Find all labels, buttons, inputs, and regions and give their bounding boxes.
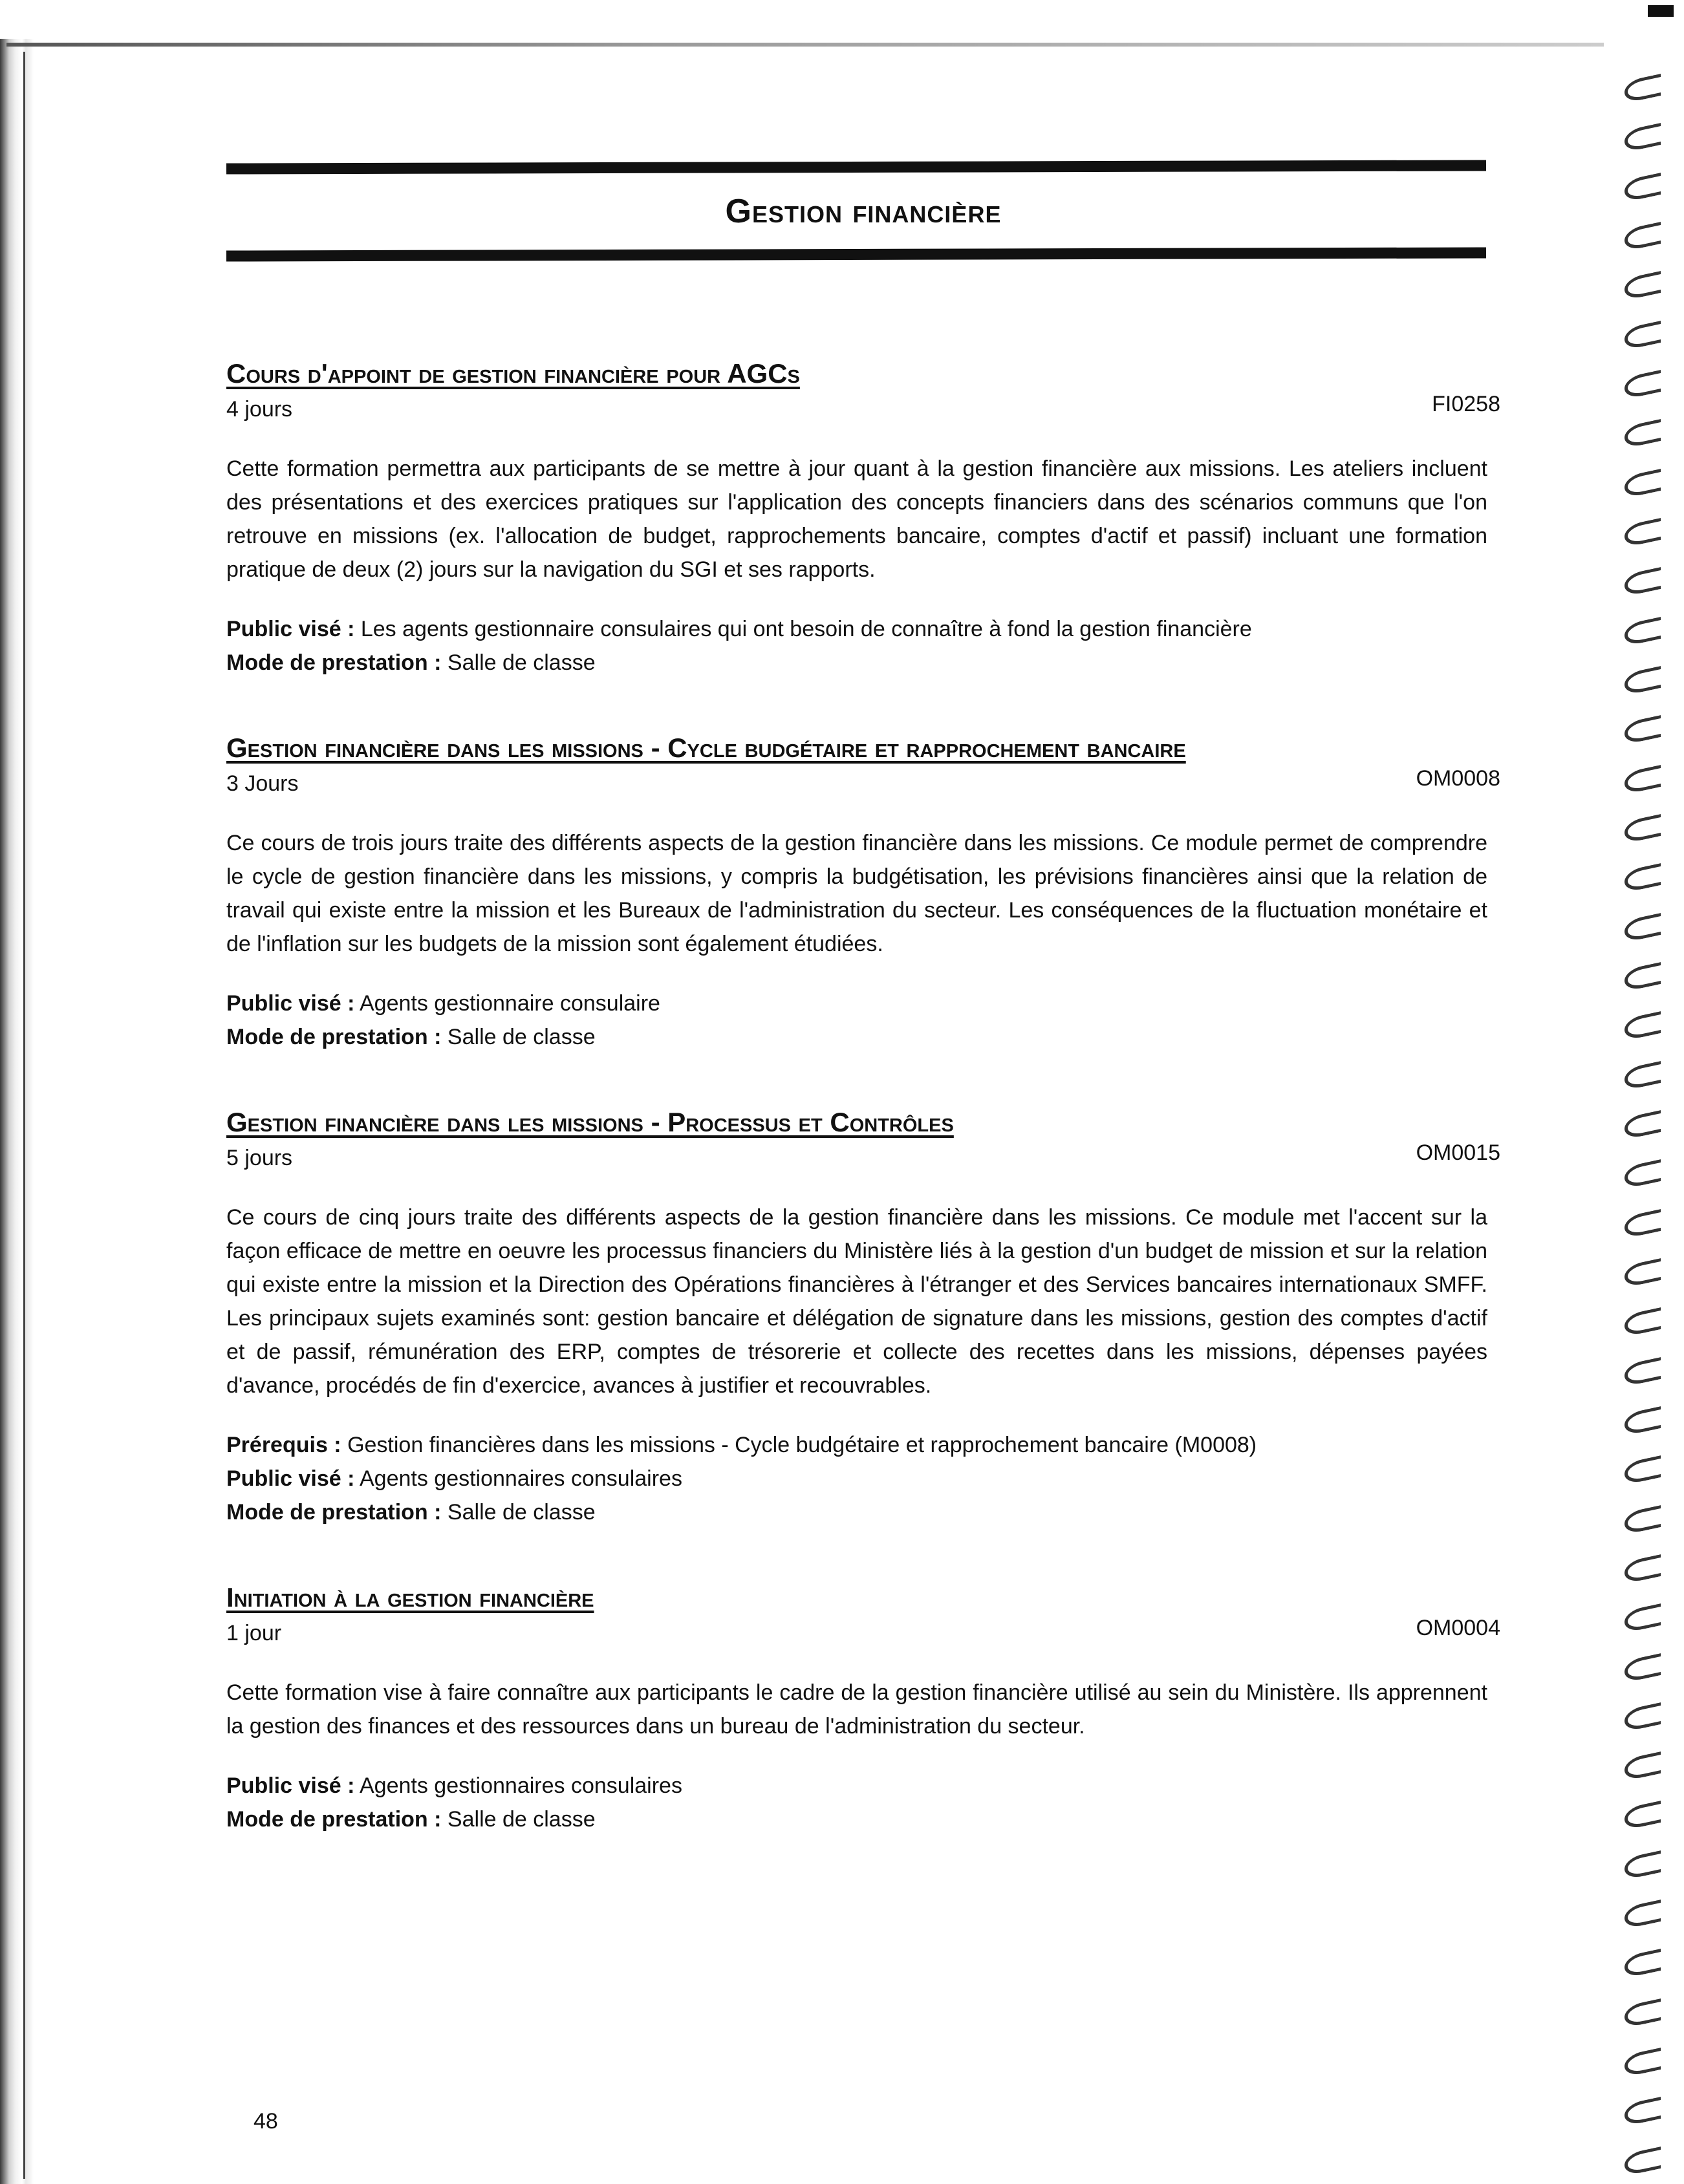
spiral-coil <box>1625 1554 1661 1584</box>
course-title: Cours d'appoint de gestion financière pour AGCs <box>226 358 800 389</box>
course-meta <box>226 612 1500 680</box>
spiral-coil <box>1625 814 1661 844</box>
public-row <box>226 987 1500 1020</box>
public-label: Public visé : <box>226 1466 355 1491</box>
mode-row <box>226 1495 1500 1529</box>
spiral-coil <box>1625 1998 1661 2028</box>
public-row <box>226 1462 1500 1495</box>
spiral-coil <box>1625 123 1661 153</box>
spiral-coil <box>1625 567 1661 597</box>
spiral-coil <box>1625 1850 1661 1880</box>
course-section <box>226 733 1500 1054</box>
course-duration: 5 jours <box>226 1146 293 1170</box>
spiral-coil <box>1625 1258 1661 1288</box>
course-code: OM0015 <box>1416 1140 1500 1165</box>
spiral-coil <box>1625 863 1661 893</box>
mode-label: Mode de prestation : <box>226 1807 442 1832</box>
page-title: Gestion financière <box>725 193 1002 230</box>
course-duration: 4 jours <box>226 397 293 422</box>
spiral-coil <box>1625 2147 1661 2176</box>
spiral-coil <box>1625 321 1661 350</box>
course-description: Cette formation vise à faire connaître aux participants le cadre de la gestion financière utilisé au sein du Ministère. Ils apprennent la gestion des finances et des ressources dans un bureau de l'administration du secteur. <box>226 1680 1487 1739</box>
mode-label: Mode de prestation : <box>226 1500 442 1525</box>
public-label: Public visé : <box>226 1773 355 1798</box>
course-meta <box>226 1769 1500 1836</box>
course-title: Gestion financière dans les missions - Processus et Contrôles <box>226 1107 954 1137</box>
spiral-coil <box>1625 1949 1661 1979</box>
header-rule-top <box>226 160 1486 174</box>
mode-value: Salle de classe <box>447 1025 596 1049</box>
public-value: Agents gestionnaire consulaire <box>359 991 660 1016</box>
spiral-coil <box>1625 1455 1661 1485</box>
mode-row <box>226 1020 1500 1054</box>
document-page <box>226 162 1500 1836</box>
public-value: Agents gestionnaires consulaires <box>359 1466 682 1491</box>
prereq-value: Gestion financières dans les missions - Cycle budgétaire et rapprochement bancaire (M0008) <box>347 1433 1257 1457</box>
spiral-coil <box>1625 74 1661 103</box>
spiral-coil <box>1625 913 1661 943</box>
course-duration: 3 Jours <box>226 771 299 796</box>
course-section <box>226 1582 1500 1836</box>
spiral-coil <box>1625 173 1661 202</box>
mode-row <box>226 646 1500 680</box>
course-section <box>226 1107 1500 1529</box>
binding-edge <box>23 52 25 2179</box>
spiral-coil <box>1625 1505 1661 1535</box>
spiral-coil <box>1625 1307 1661 1337</box>
spiral-coil <box>1625 222 1661 252</box>
public-row <box>226 612 1500 646</box>
public-label: Public visé : <box>226 991 355 1016</box>
mode-value: Salle de classe <box>447 1807 596 1832</box>
spiral-coil <box>1625 1209 1661 1239</box>
public-value: Agents gestionnaires consulaires <box>359 1773 682 1798</box>
binding-shadow <box>0 39 45 2184</box>
spiral-coil <box>1625 2048 1661 2077</box>
spiral-coil <box>1625 1011 1661 1041</box>
prereq-row <box>226 1428 1500 1462</box>
spiral-coil <box>1625 2097 1661 2127</box>
course-title: Initiation à la gestion financière <box>226 1582 594 1612</box>
spiral-coil <box>1625 271 1661 301</box>
spiral-coil <box>1625 1159 1661 1189</box>
spiral-coil <box>1625 617 1661 647</box>
mode-label: Mode de prestation : <box>226 1025 442 1049</box>
spiral-coil <box>1625 370 1661 400</box>
course-meta <box>226 1428 1500 1529</box>
corner-mark <box>1648 5 1674 17</box>
course-description: Ce cours de trois jours traite des différents aspects de la gestion financière dans les missions. Ce module permet de comprendre le cycle de gestion financière dans les missions, y compris la budgétisation, les prévisions financières ainsi que la relation de travail qui existe entre la mission et les Bureaux de l'administration du secteur. Les conséquences de la fluctuation monétaire et de l'inflation sur les budgets de la mission sont également étudiées. <box>226 831 1487 956</box>
spiral-coil <box>1625 1110 1661 1140</box>
course-duration: 1 jour <box>226 1621 282 1645</box>
spiral-binding <box>1620 78 1665 2172</box>
spiral-coil <box>1625 1406 1661 1436</box>
spiral-coil <box>1625 1900 1661 1929</box>
spiral-coil <box>1625 715 1661 745</box>
page-number: 48 <box>254 2109 278 2134</box>
mode-value: Salle de classe <box>447 1500 596 1525</box>
spiral-coil <box>1625 1603 1661 1633</box>
course-code: OM0008 <box>1416 766 1500 791</box>
mode-value: Salle de classe <box>447 650 596 675</box>
course-description: Ce cours de cinq jours traite des différents aspects de la gestion financière dans les missions. Ce module met l'accent sur la façon efficace de mettre en oeuvre les processus financiers du Ministère liés à la gestion d'un budget de mission et sur la relation qui existe entre la mission et la Direction des Opérations financières à l'étranger et des Services bancaires internationaux SMFF. Les principaux sujets examinés sont: gestion bancaire et délégation de signature dans les missions, gestion des comptes d'actif et de passif, rémunération des ERP, comptes de trésorerie et collecte des recettes dans les missions, dépenses payées d'avance, procédés de fin d'exercice, avances à justifier et recouvrables. <box>226 1205 1487 1398</box>
public-label: Public visé : <box>226 617 355 641</box>
spiral-coil <box>1625 469 1661 498</box>
spiral-coil <box>1625 419 1661 449</box>
course-code: FI0258 <box>1432 392 1500 416</box>
course-code: OM0004 <box>1416 1616 1500 1640</box>
spiral-coil <box>1625 518 1661 548</box>
spiral-coil <box>1625 1751 1661 1781</box>
spiral-coil <box>1625 1653 1661 1683</box>
course-meta <box>226 987 1500 1054</box>
public-row <box>226 1769 1500 1803</box>
spiral-coil <box>1625 1061 1661 1091</box>
course-section <box>226 358 1500 680</box>
prereq-label: Prérequis : <box>226 1433 341 1457</box>
mode-row <box>226 1803 1500 1836</box>
page-top-edge <box>6 43 1604 47</box>
spiral-coil <box>1625 666 1661 696</box>
course-title: Gestion financière dans les missions - Cycle budgétaire et rapprochement bancaire <box>226 733 1186 763</box>
spiral-coil <box>1625 1702 1661 1732</box>
public-value: Les agents gestionnaire consulaires qui ont besoin de connaître à fond la gestion financière <box>360 617 1252 641</box>
spiral-coil <box>1625 962 1661 992</box>
mode-label: Mode de prestation : <box>226 650 442 675</box>
spiral-coil <box>1625 1801 1661 1831</box>
spiral-coil <box>1625 765 1661 795</box>
course-description: Cette formation permettra aux participants de se mettre à jour quant à la gestion financière aux missions. Les ateliers incluent des présentations et des exercices pratiques sur l'application des concepts financiers dans des scénarios communs que l'on retrouve en missions (ex. l'allocation de budget, rapprochements bancaire, comptes d'actif et passif) incluant une formation pratique de deux (2) jours sur la navigation du SGI et ses rapports. <box>226 456 1487 582</box>
spiral-coil <box>1625 1357 1661 1387</box>
